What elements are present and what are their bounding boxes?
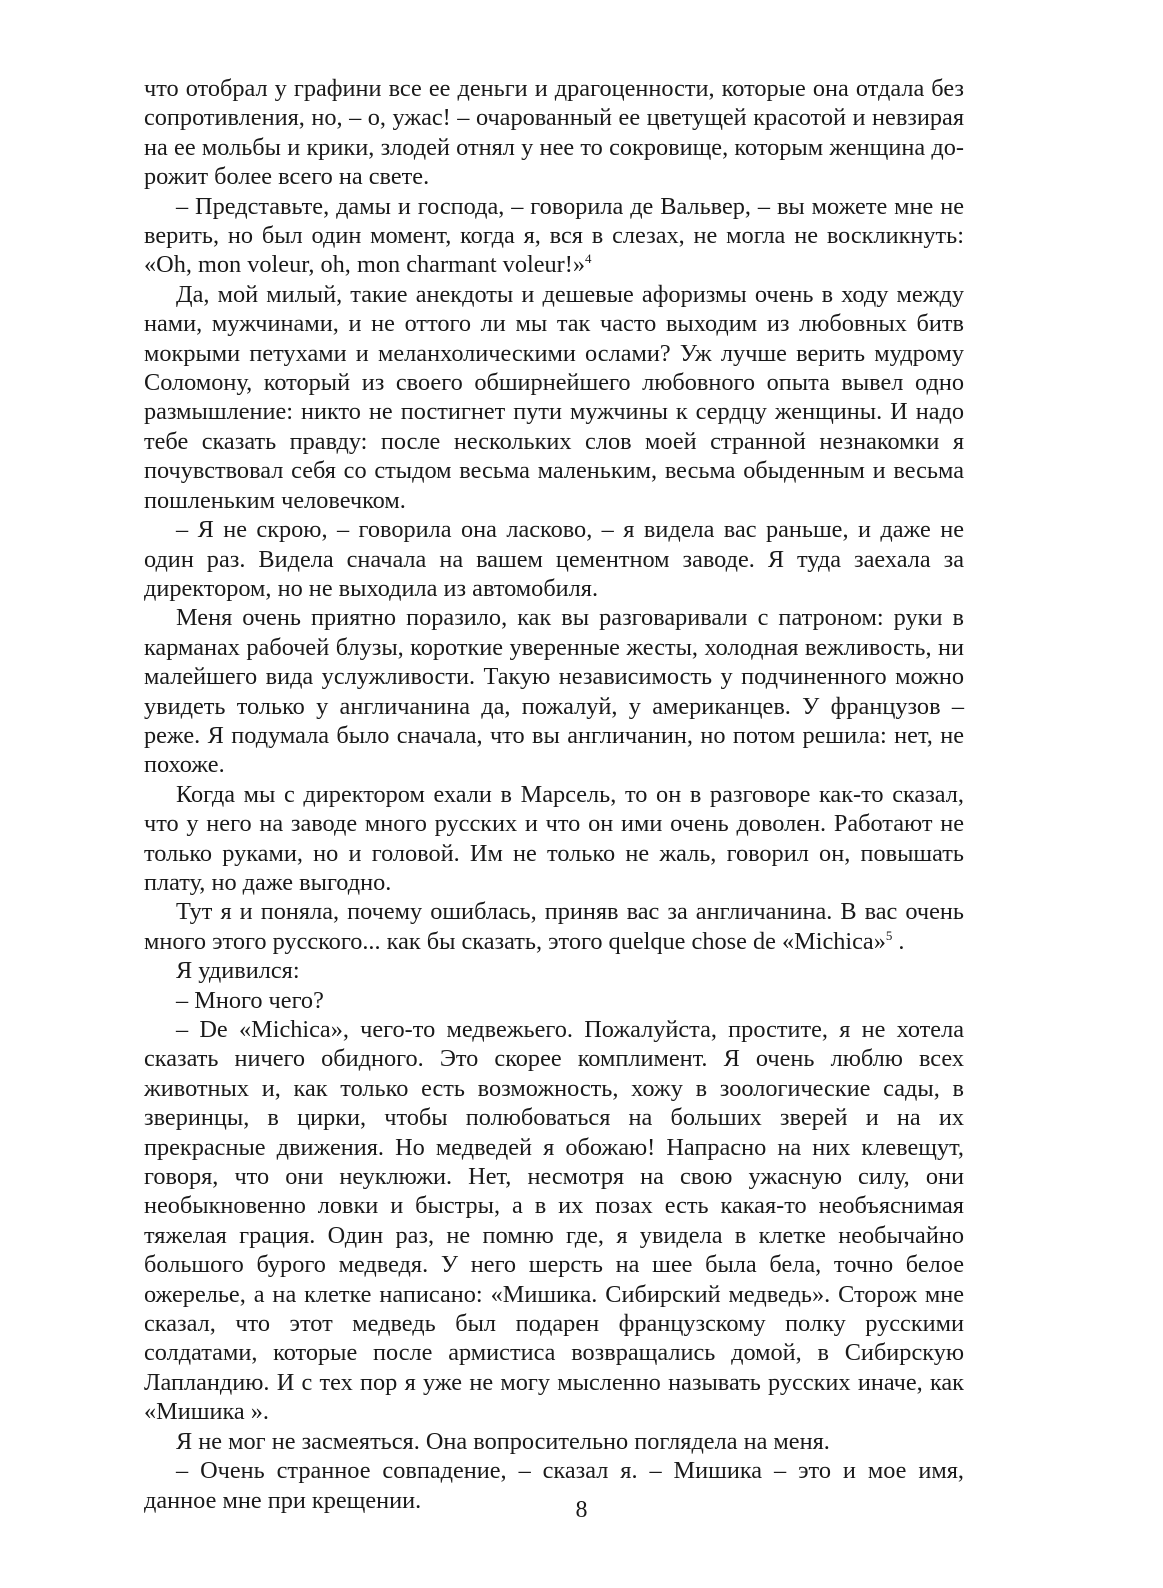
footnote-ref-4[interactable]: 4 [585,251,592,267]
paragraph-1 [144,74,964,192]
paragraph-3 [144,280,964,515]
paragraph-10-text: – De «Michica», чего-то медвежьего. Пожалуйста, простите, я не хотела сказать ничего обидного. Это скорее комплимент. Я очень люблю всех животных и, как только есть возможность, хожу в зоологические сады, в зверинцы, в цирки, чтобы полюбоваться на больших зверей и на их прекрасные движения. Но медведей я обожаю! Напрасно на них клевещут, говоря, что они неуклюжи. Нет, несмотря на свою ужасную силу, они необыкновенно ловки и быстры, а в их позах есть какая-то необъяснимая тяжелая грация. Один раз, не помню где, я увидела в клетке необычайно большого бурого медведя. У него шерсть на шее была бела, точно белое ожерелье, а на клетке написано: «Мишика. Сибирский медведь». Сторож мне сказал, что этот медведь был подарен французскому полку русскими солдатами, которые после армистиса возвращались домой, в Сибирскую Лапландию. И с тех пор я уже не могу мысленно называть русских иначе, как «Мишика » [144,1016,964,1426]
paragraph-11 [144,1427,964,1456]
paragraph-6-text: Когда мы с директором ехали в Марсель, то он в разговоре как-то сказал, что у него на заводе много русских и что он ими очень доволен. Работают не только руками, но и головой. Им не только не жаль, говорил он, повышать плату, но даже выгодно. [144,780,964,896]
paragraph-12-text: – Очень странное совпадение, – сказал я. – Мишика – это и мое имя, данное мне при крещении. [144,1457,964,1514]
footnote-ref-5[interactable]: 5 [885,927,893,943]
page-number: 8 [575,1497,588,1523]
page-body [144,74,964,1515]
paragraph-9-text: – Много чего? [176,986,324,1014]
paragraph-8 [144,956,964,985]
paragraph-11-text: Я не мог не засмеяться. Она вопросительно поглядела на меня. [176,1427,830,1455]
paragraph-9 [144,986,964,1015]
paragraph-10 [144,1015,964,1427]
paragraph-7 [144,897,964,956]
paragraph-4 [144,515,964,603]
paragraph-10-tail: . [262,1398,269,1426]
paragraph-5 [144,603,964,779]
paragraph-7-tail: . [892,927,905,955]
paragraph-4-text: – Я не скрою, – говорила она ласково, – я видела вас раньше, и даже не один раз. Видела сначала на вашем цементном заводе. Я туда заехала за директором, но не выходила из автомобиля. [144,516,964,602]
paragraph-7-text: Тут я и поняла, почему ошиблась, приняв вас за англичанина. В вас очень много этого русского... как бы сказать, этого quelque chose de «Michica» [144,898,964,955]
paragraph-8-text: Я удивился: [176,957,300,985]
paragraph-5-text: Меня очень приятно поразило, как вы разговаривали с патроном: руки в карманах рабочей блузы, короткие уверенные жесты, холодная вежливость, ни малейшего вида услужливости. Такую независимость у подчиненного можно увидеть только у англичанина да, пожалуй, у американцев. У французов – реже. Я подумала было сначала, что вы англичанин, но потом решила: нет, не похоже. [144,604,964,779]
paragraph-3-text: Да, мой милый, такие анекдоты и дешевые афоризмы очень в ходу между нами, мужчинами, и не оттого ли мы так часто выходим из любовных битв мокрыми петухами и меланхолическими ослами? Уж лучше верить мудрому Соломону, который из своего обширнейшего любовного опыта вывел одно размышление: никто не постигнет пути мужчины к сердцу женщины. И надо тебе сказать правду: после нескольких слов моей странной незнакомки я почувствовал себя со стыдом весьма маленьким, весьма обыденным и весьма пошленьким человечком. [144,280,964,514]
paragraph-2 [144,192,964,280]
paragraph-6 [144,780,964,898]
paragraph-2-text: – Представьте, дамы и господа, – говорила де Вальвер, – вы можете мне не верить, но был один момент, когда я, вся в слезах, не могла не воскликнуть: «Oh, mon voleur, oh, mon charmant voleur!» [144,192,964,279]
paragraph-1-text: что отобрал у графини все ее деньги и драгоценности, которые она отдала без сопротивления, но, – о, ужас! – очарованный ее цветущей красотой и невзирая на ее мольбы и крики, злодей отнял у нее то сокровище, которым женщина дорожит более всего на свете. [144,75,964,191]
